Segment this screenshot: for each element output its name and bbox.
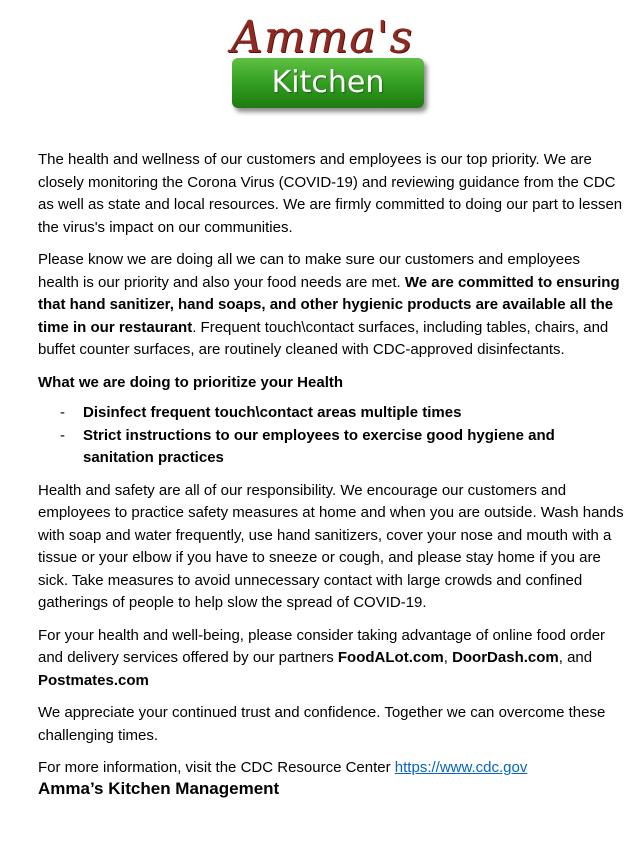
- signature: Amma’s Kitchen Management: [38, 778, 280, 798]
- dash-bullet: -: [60, 426, 65, 444]
- list-item-text: Disinfect frequent touch\contact areas multiple times: [83, 404, 462, 421]
- commitment-text-start: Please know we are doing all we can to make sure our customers and employees health is our priority and also your food needs are met.: [38, 251, 580, 291]
- appreciation-paragraph: We appreciate your continued trust and confidence. Together we can overcome these challenging times.: [38, 704, 606, 744]
- list-item-text: Strict instructions to our employees to exercise good hygiene and sanitation practices: [83, 426, 555, 466]
- logo-script-text: Amma's: [230, 12, 414, 63]
- partner-separator: , and: [558, 649, 593, 666]
- safety-paragraph: Health and safety are all of our responsibility. We encourage our customers and employees to practice safety measures at home and when you are outside. Wash hands with soap and water frequently, use hand sanitizers, cover your nose and mouth with a tissue or your elbow if you have to sneeze or cough, and please stay home if you are sick. Take measures to avoid unnecessary contact with large crowds and confined gatherings of people to help slow the spread of COVID-19.: [38, 481, 624, 611]
- list-item: [38, 402, 624, 425]
- dash-bullet: -: [60, 404, 65, 421]
- intro-paragraph: The health and wellness of our customers and employees is our top priority. We are closely monitoring the Corona Virus (COVID-19) and reviewing guidance from the CDC as well as state and local resources. We are firmly committed to doing our part to lessen the virus's impact on our communities.: [38, 151, 623, 236]
- actions-list: [38, 402, 624, 470]
- more-info-paragraph: [38, 757, 624, 780]
- cdc-link[interactable]: https://www.cdc.gov: [394, 759, 528, 776]
- delivery-text: For your health and well-being, please consider taking advantage of online food order and delivery services offered by our partners: [38, 626, 606, 666]
- commitment-paragraph: [38, 249, 624, 362]
- amma-kitchen-logo: [0, 10, 644, 110]
- commitment-bold-text: We are committed to ensuring that hand sanitizer, hand soaps, and other hygienic products are available all the time in our restaurant: [38, 273, 620, 336]
- delivery-paragraph: [38, 625, 624, 693]
- commitment-text-end: . Frequent touch\contact surfaces, including tables, chairs, and buffet counter surfaces, are routinely cleaned with CDC-approved disinfectants.: [38, 318, 609, 358]
- more-info-text: For more information, visit the CDC Resource Center: [38, 759, 395, 776]
- partner-separator: ,: [443, 649, 453, 666]
- notice-content: [38, 149, 624, 800]
- section-heading: What we are doing to prioritize your Health: [38, 373, 344, 391]
- partner-doordash: DoorDash.com: [452, 649, 559, 666]
- partner-postmates: Postmates.com: [38, 671, 149, 689]
- list-item: [38, 425, 624, 470]
- partner-foodalot: FoodALot.com: [337, 649, 444, 666]
- logo-kitchen-text: Kitchen: [271, 65, 385, 100]
